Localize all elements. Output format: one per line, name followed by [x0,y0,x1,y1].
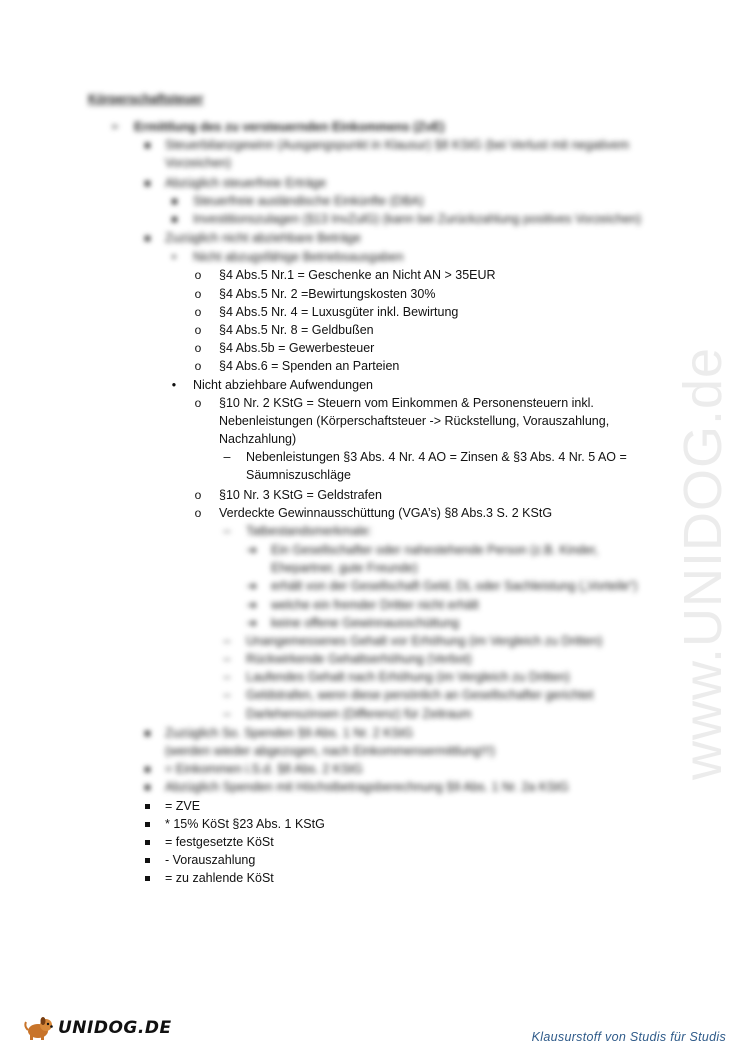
bullet-circle: o [194,341,202,355]
content-line: = ZVE [165,799,201,813]
bullet-circle: o [194,305,202,319]
content-line: §4 Abs.5 Nr.1 = Geschenke an Nicht AN > 35EUR [219,268,496,282]
bullet-dash: – [223,634,231,648]
content-line: Nebenleistungen (Körperschaftsteuer -> Rückstellung, Vorauszahlung, [219,414,610,428]
content-line: §10 Nr. 2 KStG = Steuern vom Einkommen & Personensteuern inkl. [219,396,594,410]
content-line: §4 Abs.5 Nr. 4 = Luxusgüter inkl. Bewirtung [219,305,459,319]
bullet-square [166,192,182,210]
content-line: §4 Abs.5 Nr. 2 =Bewirtungskosten 30% [219,287,436,301]
content-line: Investitionszulagen (§13 InvZulG) (kann bei Zurückzahlung positives Vorzeichen) [193,212,642,226]
bullet-square [166,210,182,228]
bullet-dash: – [223,707,231,721]
bullet-circle: o [194,323,202,337]
content-line: §4 Abs.5 Nr. 8 = Geldbußen [219,323,374,337]
dog-mascot-icon [24,1016,54,1040]
content-line: = Einkommen i.S.d. §8 Abs. 2 KStG [165,762,363,776]
bullet-circle: o [194,396,202,410]
content-line: = zu zahlende KöSt [165,871,274,885]
bullet-square [139,833,155,851]
content-line: Rückwirkende Gehaltserhöhung (Verbot) [246,652,472,666]
bullet-sarrow: ➔ [246,616,258,630]
bullet-circle: o [194,488,202,502]
bullet-arrow: ➢ [110,121,120,133]
watermark: www.UNIDOG.de [673,346,733,780]
content-line: Nicht abziehbare Aufwendungen [193,378,373,392]
bullet-square [139,778,155,796]
content-line: Ehepartner, gute Freunde) [271,561,418,575]
content-line: Verdeckte Gewinnausschüttung (VGA’s) §8 Abs.3 S. 2 KStG [219,506,553,520]
bullet-dot: • [171,378,177,392]
content-line: keine offene Gewinnausschüttung [271,616,460,630]
content-line: §10 Nr. 3 KStG = Geldstrafen [219,488,382,502]
content-line: * 15% KöSt §23 Abs. 1 KStG [165,817,325,831]
bullet-square [139,797,155,815]
content-line: Steuerfreie ausländische Einkünfte (DBA) [193,194,424,208]
content-line: §4 Abs.6 = Spenden an Parteien [219,359,400,373]
content-line: Nachzahlung) [219,432,297,446]
bullet-sarrow: ➔ [246,543,258,557]
content-line: Abzüglich steuerfreie Erträge [165,176,327,190]
content-line: Unangemessenes Gehalt vor Erhöhung (im Vergleich zu Dritten) [246,634,603,648]
bullet-square [139,869,155,887]
bullet-square [139,724,155,742]
bullet-dash: – [223,450,231,464]
content-line: Ein Gesellschafter oder nahestehende Person (z.B. Kinder, [271,543,599,557]
content-line: welche ein fremder Dritter nicht erhält [271,598,479,612]
content-line: - Vorauszahlung [165,853,256,867]
bullet-dash: – [223,652,231,666]
content-line: erhält von der Gesellschaft Geld, DL oder Sachleistung („Vorteile“) [271,579,638,593]
content-line: Nebenleistungen §3 Abs. 4 Nr. 4 AO = Zinsen & §3 Abs. 4 Nr. 5 AO = [246,450,627,464]
content-line: Geldstrafen, wenn diese persönlich an Gesellschafter gerichtet [246,688,594,702]
content-line: Säumniszuschläge [246,468,351,482]
content-line: Ermittlung des zu versteuernden Einkommens (ZvE) [134,120,445,134]
content-line: Tatbestandsmerkmale: [246,524,372,538]
bullet-square [139,760,155,778]
unidog-logo [24,1016,172,1040]
bullet-square [139,136,155,154]
content-line: Vorzeichen) [165,156,232,170]
bullet-dash: – [223,670,231,684]
content-line: = festgesetzte KöSt [165,835,274,849]
content-line: Steuerbilanzgewinn (Ausgangspunkt in Klausur) §8 KStG (bei Verlust mit negativem [165,138,630,152]
content-line: Laufendes Gehalt nach Erhöhung (im Vergleich zu Dritten) [246,670,570,684]
footer-tagline: Klausurstoff von Studis für Studis [531,1030,726,1044]
content-line: §4 Abs.5b = Gewerbesteuer [219,341,375,355]
bullet-circle: o [194,506,202,520]
bullet-circle: o [194,287,202,301]
bullet-circle: o [194,268,202,282]
document-title: Körperschaftsteuer [88,92,204,106]
bullet-dash: – [223,524,231,538]
bullet-sarrow: ➔ [246,579,258,593]
content-line: Zuzüglich nicht abziehbare Beträge [165,231,361,245]
content-line: Abzüglich Spenden mit Höchstbetragsberechnung §9 Abs. 1 Nr. 2a KStG [165,780,569,794]
content-line: Darlehenszinsen (Differenz) für Zeitraum [246,707,472,721]
bullet-dash: – [223,688,231,702]
bullet-square [139,851,155,869]
bullet-circle: o [194,359,202,373]
content-line: (werden wieder abgezogen, nach Einkommensermittlung!!!) [165,744,496,758]
bullet-square [139,815,155,833]
bullet-square [139,229,155,247]
content-line: Nicht abzugsfähige Betriebsausgaben [193,250,404,264]
bullet-square [139,174,155,192]
content-line: Zuzüglich So. Spenden §9 Abs. 1 Nr. 2 KStG [165,726,414,740]
logo-text: UNIDOG.DE [58,1018,172,1038]
bullet-sarrow: ➔ [246,598,258,612]
bullet-dot: • [171,250,177,264]
